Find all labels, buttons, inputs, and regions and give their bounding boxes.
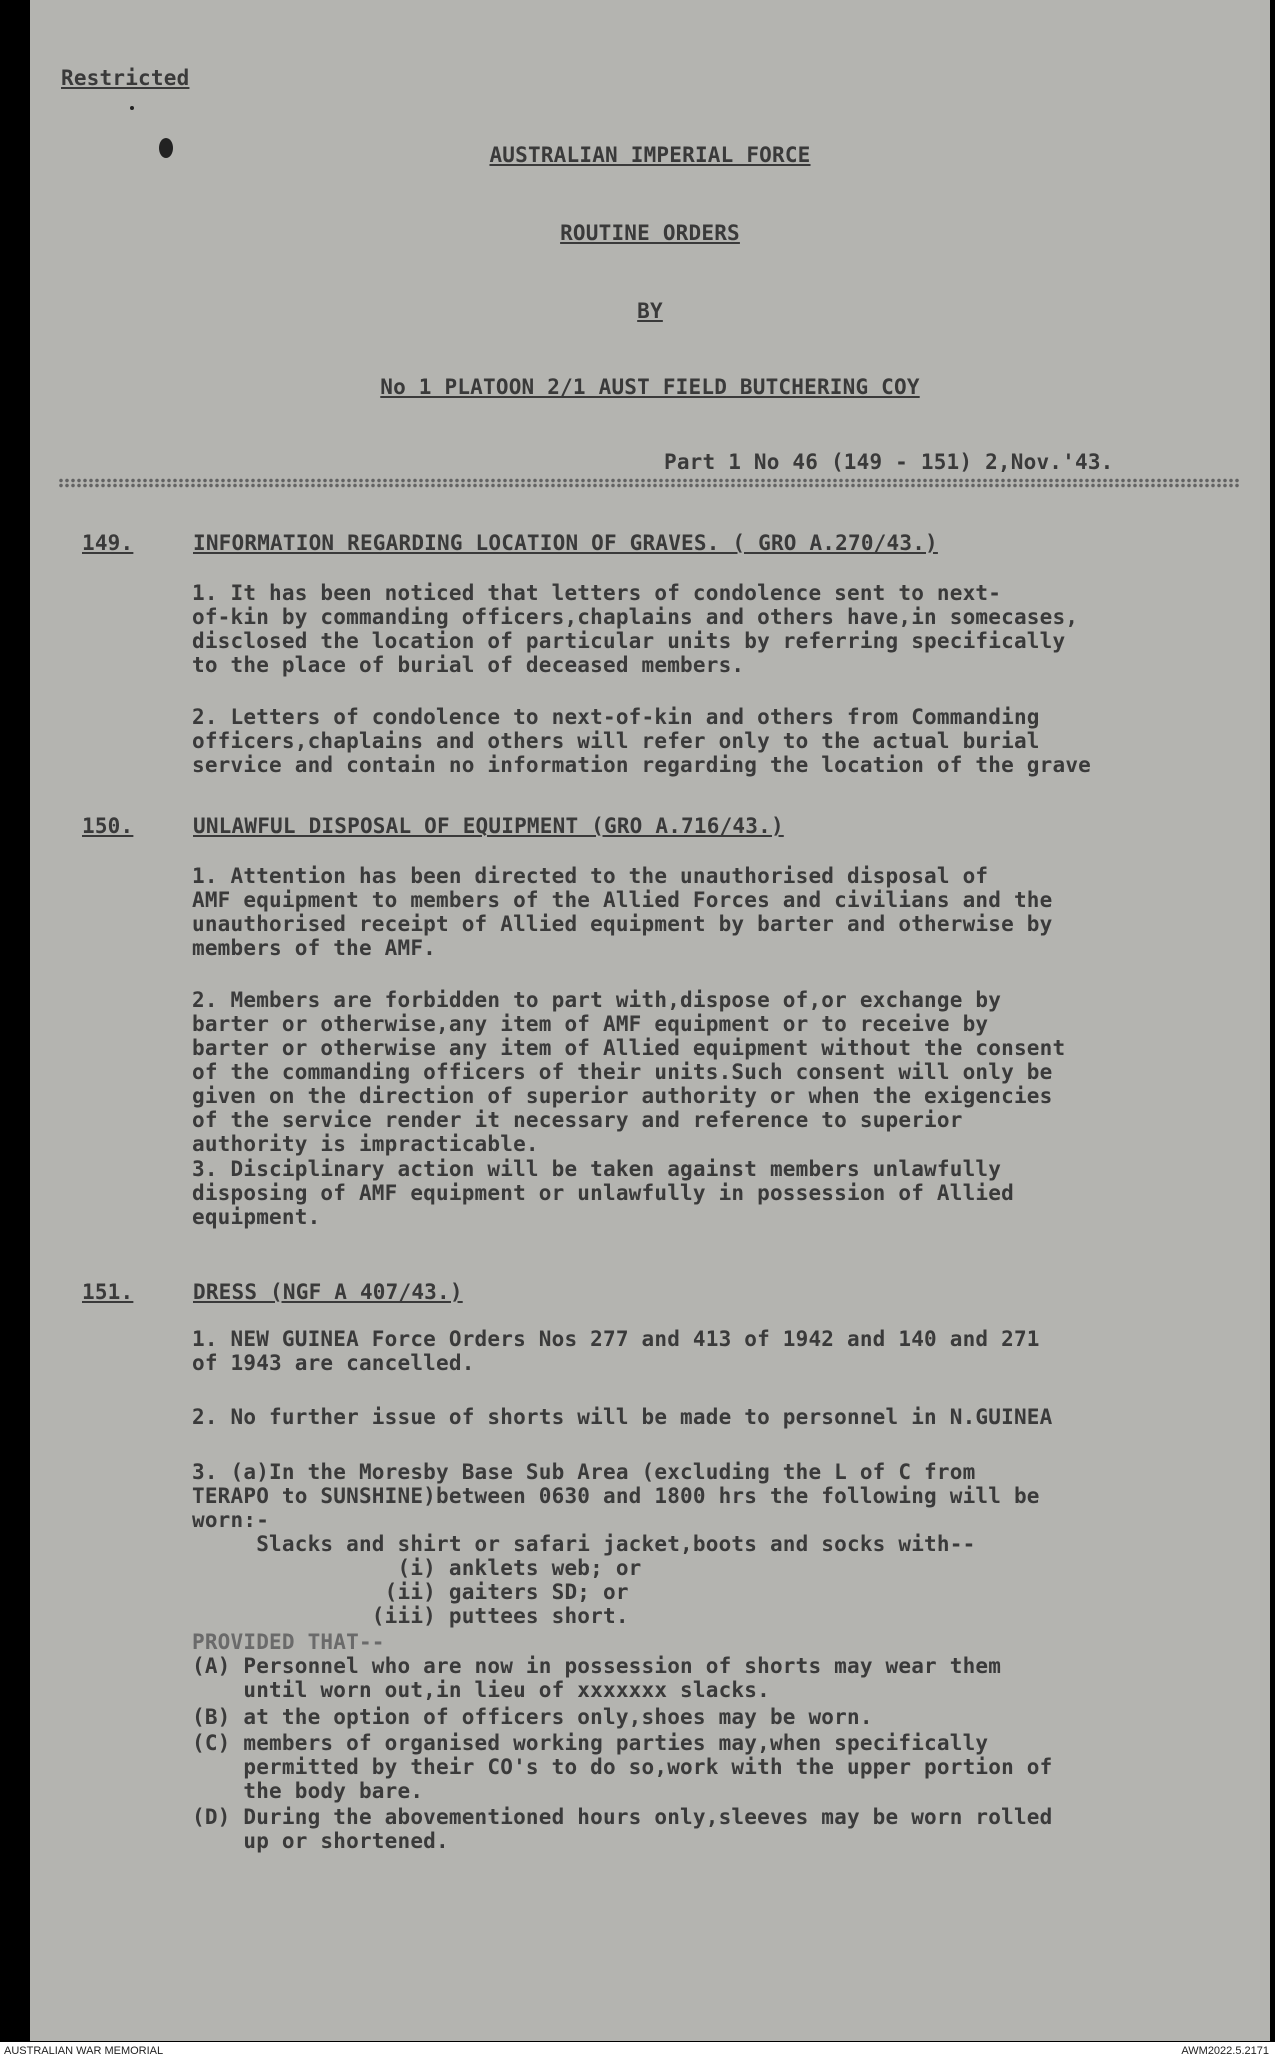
text-line: (i) anklets web; or xyxy=(192,1556,642,1580)
section-150-heading: UNLAWFUL DISPOSAL OF EQUIPMENT (GRO A.716/43.) xyxy=(193,814,784,838)
text-line: the body bare. xyxy=(192,1779,424,1803)
text-line: of the service render it necessary and reference to superior xyxy=(192,1108,963,1132)
text-line: up or shortened. xyxy=(192,1829,449,1853)
text-line: 2. Letters of condolence to next-of-kin and others from Commanding xyxy=(192,705,1040,729)
text-line: until worn out,in lieu of xxxxxxx slacks. xyxy=(192,1678,770,1702)
ink-dot xyxy=(130,106,134,110)
text-line: to the place of burial of deceased members. xyxy=(192,653,745,677)
text-line: 2. Members are forbidden to part with,dispose of,or exchange by xyxy=(192,988,1002,1012)
text-line: AMF equipment to members of the Allied Forces and civilians and the xyxy=(192,888,1053,912)
text-line: authority is impracticable. xyxy=(192,1132,539,1156)
text-line: PROVIDED THAT-- xyxy=(192,1630,385,1654)
section-149-heading: INFORMATION REGARDING LOCATION OF GRAVES. ( GRO A.270/43.) xyxy=(193,531,938,555)
footer-institution: AUSTRALIAN WAR MEMORIAL xyxy=(4,2045,164,2057)
text-line: 1. NEW GUINEA Force Orders Nos 277 and 413 of 1942 and 140 and 271 xyxy=(192,1327,1040,1351)
text-line: 3. (a)In the Moresby Base Sub Area (excluding the L of C from xyxy=(192,1460,976,1484)
section-149-number: 149. xyxy=(82,531,134,555)
text-line: of 1943 are cancelled. xyxy=(192,1351,475,1375)
separator-line xyxy=(58,478,1240,488)
unit-name: No 1 PLATOON 2/1 AUST FIELD BUTCHERING COY xyxy=(380,375,920,399)
archive-footer xyxy=(0,2042,1275,2061)
text-line: 3. Disciplinary action will be taken against members unlawfully xyxy=(192,1157,1002,1181)
text-line: (ii) gaiters SD; or xyxy=(192,1580,629,1604)
text-line: (C) members of organised working parties may,when specifically xyxy=(192,1731,989,1755)
section-150-number: 150. xyxy=(82,814,134,838)
text-line: equipment. xyxy=(192,1205,321,1229)
text-line: TERAPO to SUNSHINE)between 0630 and 1800 hrs the following will be xyxy=(192,1484,1040,1508)
text-line: 2. No further issue of shorts will be made to personnel in N.GUINEA xyxy=(192,1405,1053,1429)
text-line: disclosed the location of particular units by referring specifically xyxy=(192,629,1066,653)
text-line: permitted by their CO's to do so,work with the upper portion of xyxy=(192,1755,1053,1779)
text-line: officers,chaplains and others will refer only to the actual burial xyxy=(192,729,1040,753)
text-line: worn:- xyxy=(192,1508,270,1532)
text-line: (B) at the option of officers only,shoes may be worn. xyxy=(192,1705,873,1729)
text-line: of the commanding officers of their units.Such consent will only be xyxy=(192,1060,1053,1084)
text-line: (D) During the abovementioned hours only,sleeves may be worn rolled xyxy=(192,1805,1053,1829)
document-page xyxy=(30,0,1270,2041)
section-151-number: 151. xyxy=(82,1280,134,1304)
text-line: (A) Personnel who are now in possession of shorts may wear them xyxy=(192,1654,1002,1678)
text-line: given on the direction of superior authority or when the exigencies xyxy=(192,1084,1053,1108)
document-subtitle: ROUTINE ORDERS xyxy=(560,221,740,245)
restricted-label: Restricted xyxy=(61,66,190,90)
footer-reference: AWM2022.5.2171 xyxy=(1181,2045,1269,2057)
text-line: barter or otherwise any item of Allied equipment without the consent xyxy=(192,1036,1066,1060)
text-line: Slacks and shirt or safari jacket,boots and socks with-- xyxy=(192,1532,976,1556)
text-line: members of the AMF. xyxy=(192,936,437,960)
text-line: barter or otherwise,any item of AMF equipment or to receive by xyxy=(192,1012,989,1036)
section-151-heading: DRESS (NGF A 407/43.) xyxy=(193,1280,463,1304)
text-line: 1. Attention has been directed to the unauthorised disposal of xyxy=(192,864,989,888)
text-line: service and contain no information regarding the location of the grave xyxy=(192,753,1092,777)
document-title: AUSTRALIAN IMPERIAL FORCE xyxy=(489,143,811,167)
text-line: of-kin by commanding officers,chaplains and others have,in somecases, xyxy=(192,605,1079,629)
text-line: disposing of AMF equipment or unlawfully in possession of Allied xyxy=(192,1181,1014,1205)
part-number-date: Part 1 No 46 (149 - 151) 2,Nov.'43. xyxy=(664,450,1114,474)
text-line: unauthorised receipt of Allied equipment by barter and otherwise by xyxy=(192,912,1053,936)
text-line: 1. It has been noticed that letters of condolence sent to next- xyxy=(192,581,1002,605)
by-line: BY xyxy=(637,299,663,323)
text-line: (iii) puttees short. xyxy=(192,1604,629,1628)
